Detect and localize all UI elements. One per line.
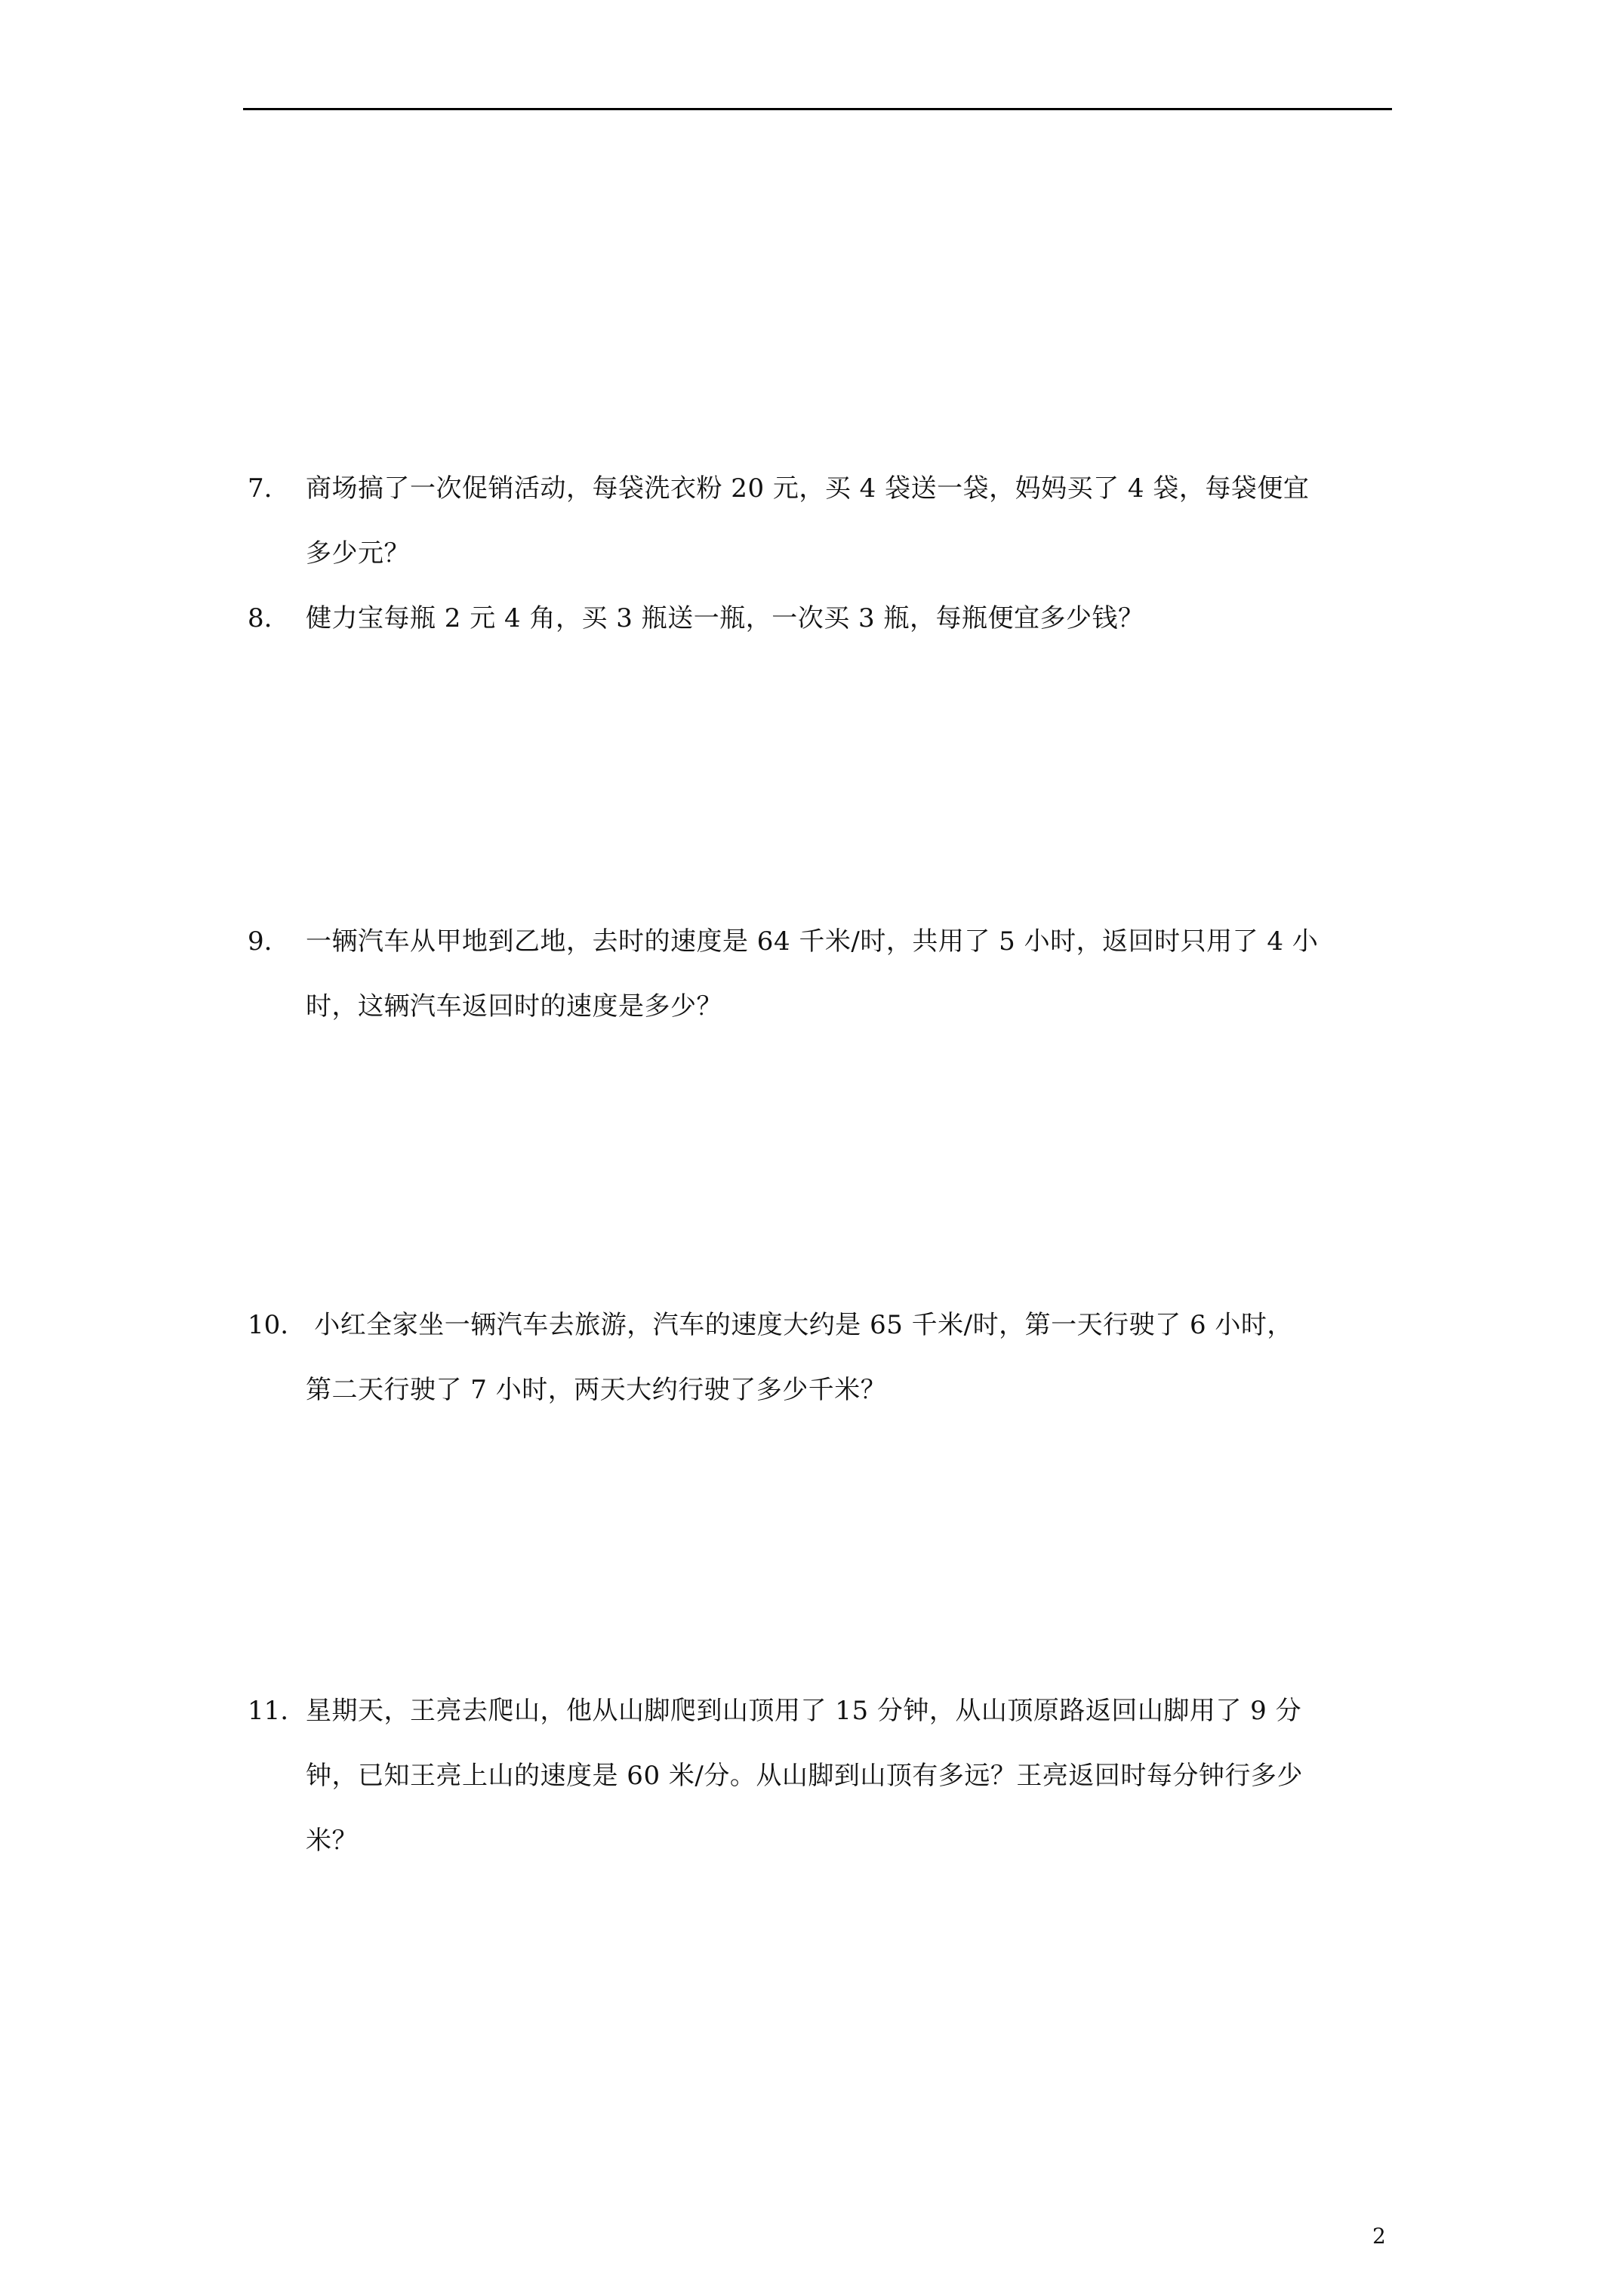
- problem-number: 10.: [248, 1310, 289, 1340]
- problem-text-line: 小红全家坐一辆汽车去旅游，汽车的速度大约是 65 千米/时，第一天行驶了 6 小时，: [306, 1310, 1293, 1340]
- problem-number: 8.: [248, 603, 273, 633]
- problem-text-line: 钟，已知王亮上山的速度是 60 米/分。从山脚到山顶有多远？王亮返回时每分钟行多少: [306, 1761, 1303, 1791]
- problem-text-line: 星期天，王亮去爬山，他从山脚爬到山顶用了 15 分钟，从山顶原路返回山脚用了 9 分: [306, 1696, 1302, 1726]
- header-rule: [243, 108, 1392, 110]
- problem-text-line: 一辆汽车从甲地到乙地，去时的速度是 64 千米/时，共用了 5 小时，返回时只用了 4 小: [306, 926, 1319, 957]
- problem-text-line: 时，这辆汽车返回时的速度是多少？: [306, 991, 722, 1022]
- problem-text-line: 健力宝每瓶 2 元 4 角，买 3 瓶送一瓶，一次买 3 瓶，每瓶便宜多少钱？: [306, 603, 1144, 633]
- problem-number: 9.: [248, 926, 273, 957]
- problem-text-line: 多少元？: [306, 538, 410, 569]
- problem-text-line: 商场搞了一次促销活动，每袋洗衣粉 20 元，买 4 袋送一袋，妈妈买了 4 袋，每袋便宜: [306, 473, 1310, 504]
- problem-text-line: 第二天行驶了 7 小时，两天大约行驶了多少千米？: [306, 1375, 887, 1405]
- problem-text-line: 米？: [306, 1826, 358, 1856]
- page-number: 2: [1372, 2224, 1386, 2248]
- problem-number: 11.: [248, 1696, 289, 1726]
- problem-number: 7.: [248, 473, 273, 504]
